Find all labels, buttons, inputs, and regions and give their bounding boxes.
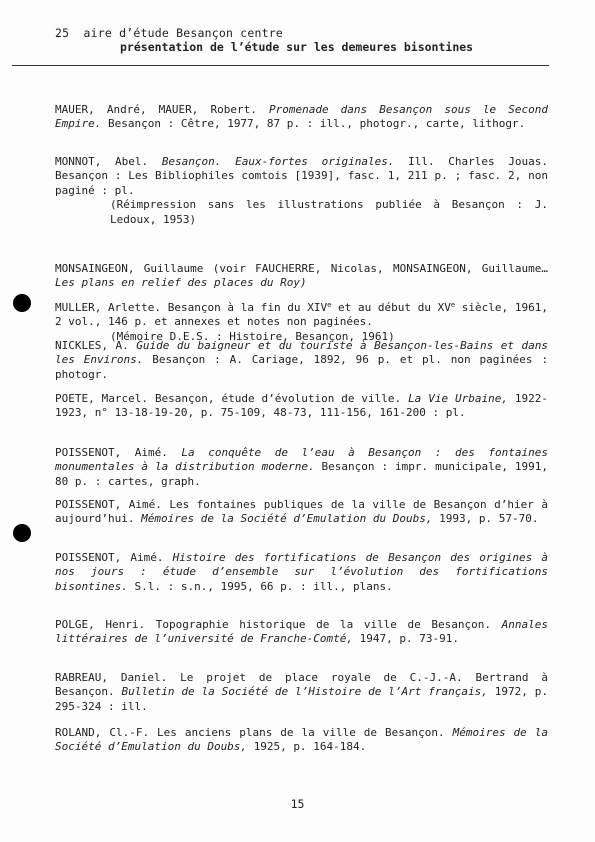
header-line (55, 26, 283, 40)
entry-details: 1972, p. 295-324 : ill. (55, 685, 548, 713)
bibliography-entry (55, 446, 548, 489)
entry-title: Mémoires de la Société d’Emulation du Doubs, (55, 726, 549, 754)
bibliography-entry (55, 551, 548, 594)
entry-author: MONSAINGEON, Guillaume (55, 262, 204, 275)
entry-author: MULLER, Arlette. (55, 301, 162, 314)
entry-details: Besançon, étude d’évolution de ville. (154, 392, 402, 405)
bibliography-entry (55, 339, 548, 382)
entry-author: POLGE, Henri. (55, 618, 146, 631)
bibliography-entry (55, 392, 548, 421)
bibliography-entry (55, 262, 548, 291)
entry-details: Besançon : impr. municipale, 1991, 80 p. : cartes, graph. (55, 460, 549, 488)
entry-details: 1947, p. 73-91. (359, 632, 459, 646)
entry-details: Les fontaines publiques de la ville de Besançon d’hier à aujourd’hui. (55, 498, 548, 526)
entry-details: Besançon : Cêtre, 1977, 87 p. : ill., photogr., carte, lithogr. (107, 117, 526, 131)
bibliography-entry (55, 103, 548, 132)
page-number: 15 (290, 797, 305, 811)
entry-details: Les anciens plans de la ville de Besançon. (157, 726, 445, 739)
entry-details: Ill. Charles Jouas. Besançon : Les Bibliophiles comtois [1939], fasc. 1, 211 p. ; fasc. 2, non paginé : pl. (55, 155, 549, 197)
entry-details: 1993, p. 57-70. (439, 512, 539, 526)
entry-details: Topographie historique de la ville de Besançon. (155, 618, 492, 631)
entry-title: La Vie Urbaine, (408, 392, 508, 405)
entry-title: Mémoires de la Société d’Emulation du Doubs, (141, 512, 433, 526)
entry-author: ROLAND, Cl.-F. (55, 726, 150, 739)
entry-author: POISSENOT, Aimé. (55, 498, 162, 511)
entry-details: siècle, 1961, 2 vol., 146 p. et annexes et notes non paginées. (55, 301, 548, 329)
header-number: 25 (55, 26, 70, 40)
superscript: e (327, 301, 332, 309)
margin-dot-marker (13, 524, 31, 542)
bibliography-entry (55, 301, 548, 344)
entry-title: Guide du baigneur et du touriste à Besançon-les-Bains et dans les Environs. (55, 339, 548, 367)
entry-title: Annales littéraires de l’université de Franche-Comté, (55, 618, 549, 646)
entry-details: (voir FAUCHERRE, Nicolas, MONSAINGEON, Guillaume… (212, 262, 548, 275)
entry-details: et au début du XV (331, 301, 451, 314)
entry-details: 1922-1923, n° 13-18-19-20, p. 75-109, 48-73, 111-156, 161-200 : pl. (55, 392, 549, 420)
bibliography-entry (55, 726, 548, 755)
entry-title: La conquête de l’eau à Besançon : des fontaines monumentales à la distribution moderne. (55, 446, 548, 474)
entry-author: MONNOT, Abel. (55, 155, 149, 168)
bibliography-entry (55, 671, 548, 714)
header-divider (12, 65, 549, 66)
entry-details: 1925, p. 164-184. (253, 740, 367, 754)
bibliography-entry (55, 618, 548, 647)
entry-details: Le projet de place royale de C.-J.-A. Bertrand à Besançon. (55, 671, 548, 699)
entry-author: POISSENOT, Aimé. (55, 551, 164, 564)
entry-author: RABREAU, Daniel. (55, 671, 168, 684)
margin-dot-marker (13, 294, 31, 312)
superscript: e (450, 301, 456, 309)
header-title: aire d’étude Besançon centre (83, 26, 283, 40)
entry-title: Histoire des fortifications de Besançon des origines à nos jours : étude d’ensemble sur l’évolution des fortifications bisontines. (55, 551, 548, 593)
entry-details: Besançon : A. Cariage, 1892, 96 p. et pl. non paginées : photogr. (55, 353, 548, 381)
entry-details: Besançon à la fin du XIV (167, 301, 328, 314)
entry-note: (Réimpression sans les illustrations publiée à Besançon : J. Ledoux, 1953) (110, 198, 548, 226)
entry-details: S.l. : s.n., 1995, 66 p. : ill., plans. (134, 579, 393, 593)
entry-title: Besançon. Eaux-fortes originales. (161, 155, 395, 168)
entry-author: MAUER, André, MAUER, Robert. (55, 103, 257, 116)
header-subtitle: présentation de l’étude sur les demeures bisontines (120, 40, 474, 54)
entry-author: POISSENOT, Aimé. (55, 446, 168, 459)
entry-title: Les plans en relief des places du Roy) (55, 276, 307, 290)
entry-title: Bulletin de la Société de l’Histoire de l’Art français, (121, 685, 488, 699)
entry-title: Promenade dans Besançon sous le Second Empire. (55, 103, 548, 131)
bibliography-entry (55, 498, 548, 527)
entry-author: NICKLES, A. (55, 339, 129, 352)
entry-note: (Mémoire D.E.S. : Histoire, Besançon, 1961) (110, 329, 395, 343)
entry-author: POETE, Marcel. (55, 392, 149, 405)
bibliography-entry (55, 155, 548, 227)
